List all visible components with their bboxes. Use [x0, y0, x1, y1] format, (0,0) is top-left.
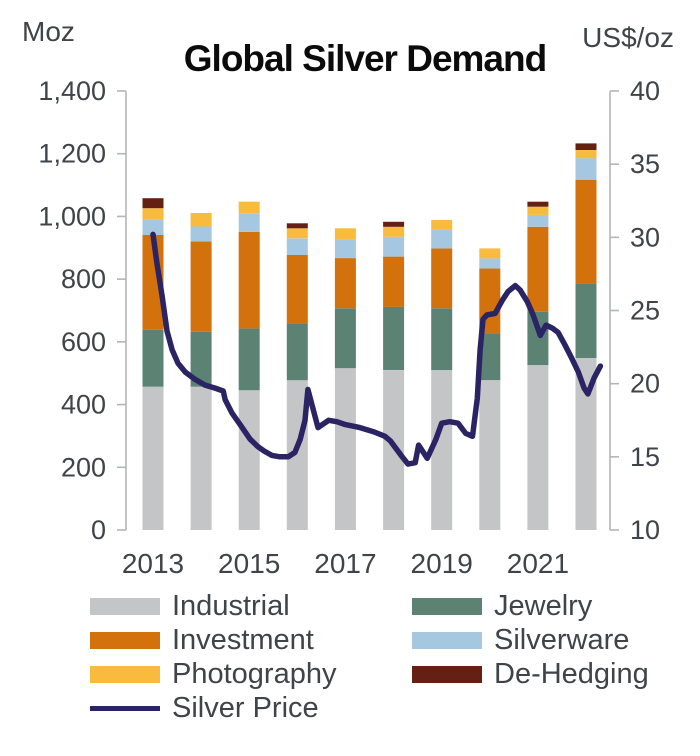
- right-axis-unit-label: US$/oz: [582, 22, 674, 53]
- svg-text:30: 30: [630, 222, 661, 253]
- svg-text:2013: 2013: [121, 548, 185, 579]
- legend-item-silver-price: [90, 691, 412, 725]
- legend-label-silverware: Silverware: [494, 623, 630, 656]
- legend-label-investment: Investment: [172, 623, 314, 656]
- svg-text:600: 600: [60, 326, 106, 357]
- svg-text:400: 400: [60, 389, 106, 420]
- legend: [90, 589, 682, 725]
- svg-text:1,200: 1,200: [38, 138, 106, 169]
- svg-text:1,000: 1,000: [38, 201, 106, 232]
- legend-label-silver-price: Silver Price: [172, 691, 319, 724]
- legend-swatch-photography: [90, 666, 160, 683]
- legend-item-industrial: [90, 589, 412, 623]
- legend-swatch-industrial: [90, 598, 160, 615]
- legend-swatch-investment: [90, 632, 160, 649]
- left-axis-unit-label: Moz: [22, 16, 75, 47]
- svg-text:800: 800: [60, 264, 106, 295]
- legend-label-industrial: Industrial: [172, 589, 290, 622]
- svg-text:40: 40: [630, 76, 661, 106]
- svg-text:35: 35: [630, 149, 661, 180]
- legend-item-photography: [90, 657, 412, 691]
- svg-text:10: 10: [630, 515, 661, 545]
- legend-item-de-hedging: [412, 657, 682, 691]
- svg-text:200: 200: [60, 452, 106, 483]
- legend-swatch-jewelry: [412, 598, 482, 615]
- svg-text:25: 25: [630, 295, 661, 326]
- svg-text:2015: 2015: [218, 548, 281, 579]
- legend-swatch-silver-price-line: [90, 706, 160, 711]
- legend-swatch-silverware: [412, 632, 482, 649]
- legend-item-silverware: [412, 623, 682, 657]
- legend-label-jewelry: Jewelry: [494, 589, 593, 622]
- legend-swatch-de-hedging: [412, 666, 482, 683]
- svg-text:2021: 2021: [506, 548, 570, 579]
- svg-text:2019: 2019: [410, 548, 473, 579]
- svg-text:1,400: 1,400: [38, 76, 106, 106]
- legend-label-photography: Photography: [172, 657, 337, 690]
- legend-item-investment: [90, 623, 412, 657]
- chart-title: Global Silver Demand: [183, 38, 547, 79]
- legend-label-de-hedging: De-Hedging: [494, 657, 649, 690]
- svg-text:20: 20: [630, 368, 661, 399]
- svg-text:15: 15: [630, 441, 661, 472]
- legend-item-jewelry: [412, 589, 682, 623]
- svg-text:2017: 2017: [314, 548, 377, 579]
- svg-text:0: 0: [90, 515, 106, 545]
